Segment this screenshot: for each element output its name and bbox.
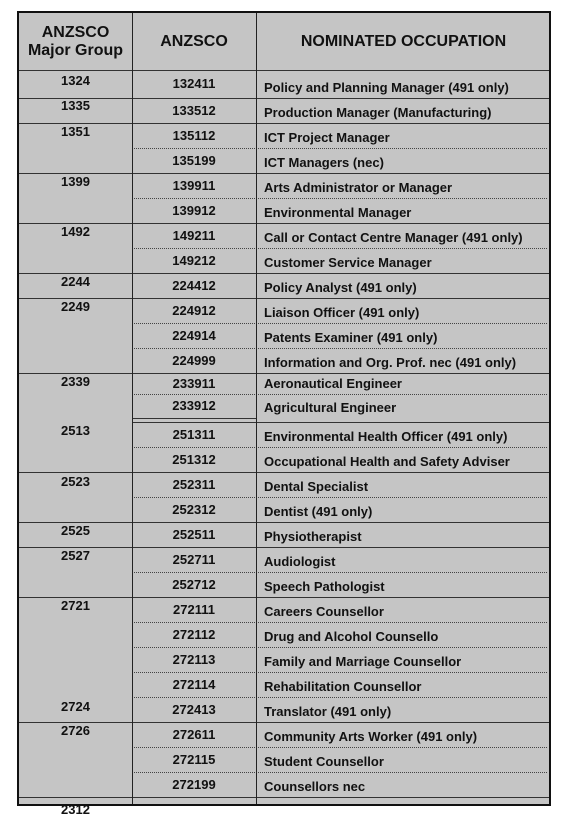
anzsco-code: 252511 (172, 527, 216, 542)
major-group-code: 1324 (61, 73, 90, 88)
row-divider-dotted (132, 348, 547, 349)
major-group-code: 1492 (61, 224, 90, 239)
anzsco-code: 272112 (172, 627, 216, 642)
nominated-occupation: Policy and Planning Manager (491 only) (264, 80, 509, 95)
nominated-occupation: Policy Analyst (491 only) (264, 280, 417, 295)
anzsco-code: 252311 (172, 477, 216, 492)
row-divider (19, 797, 549, 798)
nominated-occupation: Rehabilitation Counsellor (264, 679, 422, 694)
nominated-occupation: Dental Specialist (264, 479, 369, 494)
row-divider-dotted (132, 148, 547, 149)
nominated-occupation: Counsellors nec (264, 779, 366, 794)
row-divider-dotted (132, 447, 547, 448)
nominated-occupation: Speech Pathologist (264, 579, 385, 594)
row-divider (19, 472, 549, 473)
major-group-code: 2523 (61, 474, 90, 489)
anzsco-code: 252312 (172, 502, 216, 517)
major-group-code: 1335 (61, 98, 90, 113)
nominated-occupation: Family and Marriage Counsellor (264, 654, 462, 669)
anzsco-code: 133512 (172, 103, 216, 118)
nominated-occupation: Liaison Officer (491 only) (264, 305, 420, 320)
anzsco-code: 252711 (172, 552, 216, 567)
nominated-occupation: Production Manager (Manufacturing) (264, 105, 492, 120)
nominated-occupation: Dentist (491 only) (264, 504, 373, 519)
nominated-occupation: ICT Managers (nec) (264, 155, 384, 170)
major-group-code: 2312 (61, 802, 90, 817)
anzsco-code: 272611 (172, 727, 216, 742)
header-major-group (19, 13, 132, 70)
anzsco-code: 272115 (172, 752, 216, 767)
header-nominated-occupation: NOMINATED OCCUPATION (300, 32, 507, 50)
anzsco-code: 272111 (173, 602, 215, 617)
row-divider (132, 418, 256, 419)
header-major-group-line2: Major Group (27, 41, 124, 59)
row-divider-dotted (132, 198, 547, 199)
column-divider-code (256, 13, 257, 804)
anzsco-code: 224999 (172, 353, 216, 368)
nominated-occupation: Student Counsellor (264, 754, 384, 769)
anzsco-code: 224412 (172, 278, 216, 293)
row-divider-dotted (132, 747, 547, 748)
nominated-occupation: Careers Counsellor (264, 604, 384, 619)
major-group-code: 2513 (61, 423, 90, 438)
row-divider-dotted (132, 622, 547, 623)
anzsco-code: 139911 (172, 178, 216, 193)
nominated-occupation: Agricultural Engineer (264, 400, 397, 415)
row-divider-dotted (132, 697, 547, 698)
anzsco-code: 252712 (172, 577, 216, 592)
header-major-group-line1: ANZSCO (41, 23, 110, 41)
row-divider (132, 422, 549, 423)
anzsco-code: 149211 (172, 228, 216, 243)
nominated-occupation: Environmental Manager (264, 205, 412, 220)
major-group-code: 2339 (61, 374, 90, 389)
row-divider (19, 70, 549, 71)
major-group-code: 2249 (61, 299, 90, 314)
anzsco-code: 132411 (172, 76, 216, 91)
anzsco-code: 149212 (172, 253, 216, 268)
nominated-occupation: Occupational Health and Safety Adviser (264, 454, 510, 469)
anzsco-code: 135199 (172, 153, 216, 168)
nominated-occupation: Environmental Health Officer (491 only) (264, 429, 508, 444)
nominated-occupation: Information and Org. Prof. nec (491 only) (264, 355, 517, 370)
row-divider-dotted (132, 323, 547, 324)
anzsco-code: 233912 (172, 398, 216, 413)
column-divider-group (132, 13, 133, 804)
row-divider-dotted (132, 647, 547, 648)
nominated-occupation: Audiologist (264, 554, 336, 569)
header-anzsco: ANZSCO (160, 32, 228, 50)
nominated-occupation: Arts Administrator or Manager (264, 180, 453, 195)
anzsco-code: 251311 (172, 427, 216, 442)
anzsco-code: 272199 (172, 777, 216, 792)
major-group-code: 2527 (61, 548, 90, 563)
anzsco-code: 135112 (172, 128, 216, 143)
anzsco-code: 224914 (172, 328, 216, 343)
anzsco-code: 224912 (172, 303, 216, 318)
nominated-occupation: Physiotherapist (264, 529, 362, 544)
major-group-code: 1351 (61, 124, 90, 139)
anzsco-code: 139912 (172, 203, 216, 218)
major-group-code: 2721 (61, 598, 90, 613)
row-divider-dotted (132, 772, 547, 773)
major-group-code: 2726 (61, 723, 90, 738)
major-group-code: 2244 (61, 274, 90, 289)
row-divider-dotted (132, 497, 547, 498)
anzsco-code: 233911 (172, 376, 216, 391)
anzsco-code: 251312 (172, 452, 216, 467)
anzsco-code: 272114 (172, 677, 216, 692)
row-divider-dotted (132, 572, 547, 573)
nominated-occupation: Patents Examiner (491 only) (264, 330, 438, 345)
nominated-occupation: Aeronautical Engineer (264, 376, 402, 391)
anzsco-code: 272413 (172, 702, 216, 717)
nominated-occupation: Community Arts Worker (491 only) (264, 729, 478, 744)
anzsco-code: 272113 (172, 652, 216, 667)
major-group-code: 2724 (61, 699, 90, 714)
major-group-code: 2525 (61, 523, 90, 538)
nominated-occupation: Call or Contact Centre Manager (491 only) (264, 230, 523, 245)
occupation-table (17, 11, 551, 817)
major-group-code: 1399 (61, 174, 90, 189)
nominated-occupation: Customer Service Manager (264, 255, 432, 270)
nominated-occupation: Drug and Alcohol Counsello (264, 629, 439, 644)
nominated-occupation: ICT Project Manager (264, 130, 390, 145)
row-divider-dotted (132, 248, 547, 249)
row-divider-dotted (132, 394, 547, 395)
row-divider-dotted (132, 672, 547, 673)
nominated-occupation: Translator (491 only) (264, 704, 392, 719)
